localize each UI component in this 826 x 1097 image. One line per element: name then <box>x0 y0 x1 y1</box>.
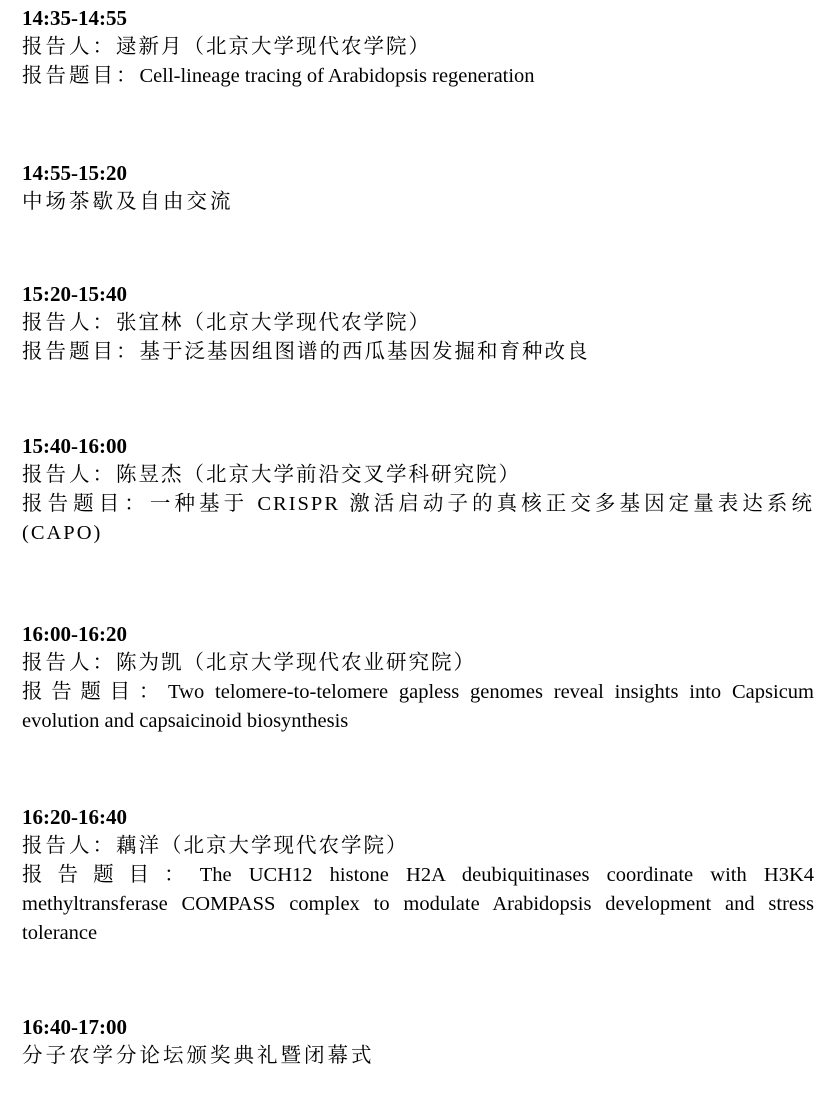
speaker-label: 报告人： <box>22 835 116 857</box>
title-label: 报告题目： <box>22 65 140 87</box>
session-time: 15:20-15:40 <box>22 282 127 306</box>
activity-line <box>22 1042 814 1071</box>
title-label: 报告题目： <box>22 493 150 515</box>
talk-title: 一种基于 CRISPR 激活启动子的真核正交多基因定量表达系统(CAPO) <box>22 493 815 544</box>
speaker-line <box>22 832 814 861</box>
talk-title: Cell-lineage tracing of Arabidopsis regeneration <box>139 65 535 87</box>
speaker-label: 报告人： <box>22 36 116 58</box>
title-label: 报告题目： <box>22 681 169 703</box>
session-block <box>22 620 814 736</box>
session-block <box>22 4 814 91</box>
speaker-name: 陈昱杰（北京大学前沿交叉学科研究院） <box>116 464 521 486</box>
talk-title: 基于泛基因组图谱的西瓜基因发掘和育种改良 <box>139 341 590 363</box>
session-time: 15:40-16:00 <box>22 434 127 458</box>
speaker-name: 张宜林（北京大学现代农学院） <box>116 312 431 334</box>
speaker-line <box>22 461 814 490</box>
talk-title: Two telomere-to-telomere gapless genomes reveal insights into Capsicum evolution and capsaicinoid biosynthesis <box>22 681 814 732</box>
activity-line <box>22 188 814 217</box>
title-label: 报告题目： <box>22 341 140 363</box>
session-time: 14:35-14:55 <box>22 6 127 30</box>
speaker-name: 陈为凯（北京大学现代农业研究院） <box>116 652 476 674</box>
session-block <box>22 803 814 948</box>
speaker-line <box>22 33 814 62</box>
title-line <box>22 62 814 91</box>
session-block <box>22 280 814 367</box>
title-line <box>22 861 814 948</box>
session-block <box>22 159 814 217</box>
title-label: 报告题目： <box>22 864 200 886</box>
speaker-name: 逯新月（北京大学现代农学院） <box>116 36 431 58</box>
speaker-label: 报告人： <box>22 464 116 486</box>
speaker-label: 报告人： <box>22 312 116 334</box>
speaker-label: 报告人： <box>22 652 116 674</box>
session-block <box>22 1013 814 1071</box>
session-time: 14:55-15:20 <box>22 161 127 185</box>
session-time: 16:40-17:00 <box>22 1015 127 1039</box>
title-line <box>22 678 814 736</box>
session-time: 16:20-16:40 <box>22 805 127 829</box>
activity-text: 分子农学分论坛颁奖典礼暨闭幕式 <box>22 1045 375 1067</box>
speaker-name: 藕洋（北京大学现代农学院） <box>116 835 409 857</box>
title-line <box>22 338 814 367</box>
session-time: 16:00-16:20 <box>22 622 127 646</box>
session-block <box>22 432 814 548</box>
speaker-line <box>22 309 814 338</box>
talk-title: The UCH12 histone H2A deubiquitinases coordinate with H3K4 methyltransferase COMPASS complex to modulate Arabidopsis development and stress tolerance <box>22 864 815 944</box>
speaker-line <box>22 649 814 678</box>
activity-text: 中场茶歇及自由交流 <box>22 191 234 213</box>
title-line <box>22 490 814 548</box>
